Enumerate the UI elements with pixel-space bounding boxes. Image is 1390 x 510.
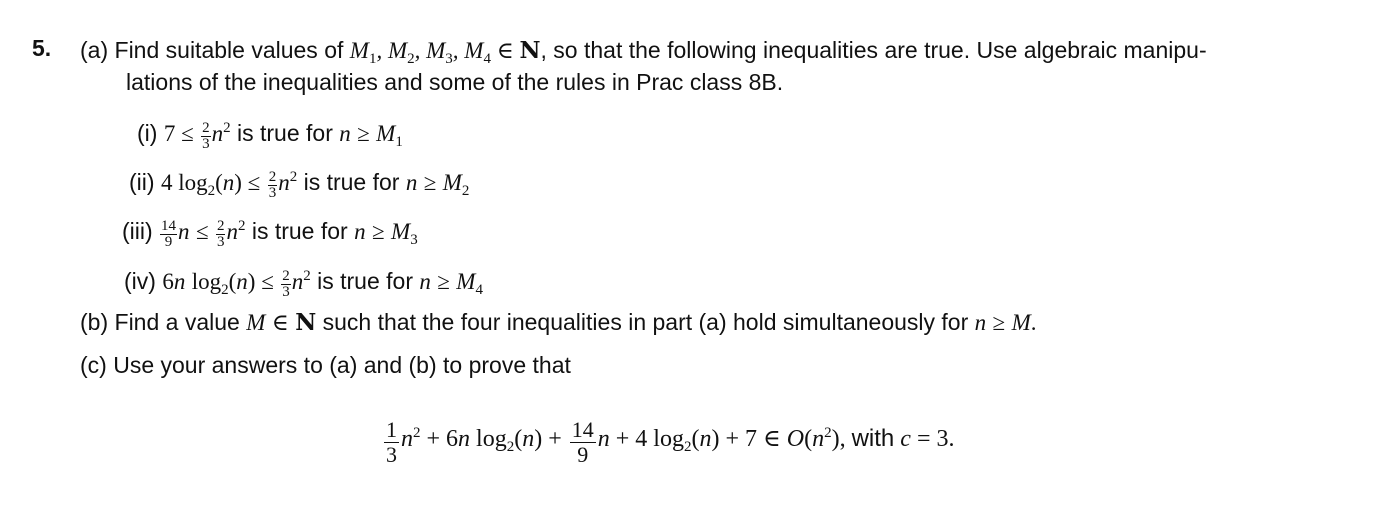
part-c	[80, 350, 571, 380]
fraction-2-3: $\frac{2}{3}$	[268, 169, 277, 201]
part-b-text1: Find a value	[114, 309, 240, 335]
with-text: with	[851, 425, 895, 452]
fraction-14-9: $\frac{14}{9}$	[161, 218, 177, 250]
item-i: (i) 7 ≤ $\frac{2}{3}$ $n^2$ is true for $n \ge M_1$	[137, 120, 403, 152]
part-b-text2: such that the four inequalities in part (a) hold simultaneously for	[322, 309, 969, 335]
part-a-intro: Find suitable values of	[114, 37, 344, 63]
part-b: (b) Find a value M ∈ N such that the four inequalities in part (a) hold simultaneously for n ≥ M.	[80, 309, 1037, 336]
part-a-tail: , so that the following inequalities are true. Use algebraic manipu-	[540, 37, 1207, 63]
fraction-2-3: $\frac{2}{3}$	[282, 268, 290, 300]
part-a-label: (a)	[80, 37, 109, 63]
question-number: 5.	[32, 35, 52, 61]
item-iv-label: (iv)	[124, 268, 156, 294]
item-i-text: is true for	[236, 120, 333, 146]
fraction-1-3: $\frac{1}{3}$	[386, 417, 397, 467]
item-ii: (ii) 4 $\log_2(n)$ ≤ $\frac{2}{3}$ $n^2$ is true for $n \ge M_2$	[129, 169, 470, 201]
item-ii-label: (ii)	[129, 169, 155, 195]
part-b-label: (b)	[80, 309, 109, 335]
display-equation: $\frac{1}{3}$ $n^2 + 6n$ $\log_2(n)$ + $\frac{14}{9}$ n + 4 $\log_2(n) + 7$ ∈ $O(n^2)$, with c = 3.	[386, 417, 955, 467]
part-c-label: (c)	[80, 352, 107, 378]
part-a-math-M: $M_1$, $M_2$, $M_3$, $M_4$ ∈ N	[349, 37, 541, 67]
item-iii-label: (iii)	[122, 218, 153, 244]
item-iv: (iv) 6n $\log_2(n)$ ≤ $\frac{2}{3}$ $n^2$ is true for $n \ge M_4$	[124, 268, 483, 300]
fraction-2-3: $\frac{2}{3}$	[202, 120, 210, 152]
item-iv-text: is true for	[317, 268, 413, 294]
part-c-text: Use your answers to (a) and (b) to prove that	[113, 352, 571, 378]
fraction-14-9-large: $\frac{14}{9}$	[571, 417, 594, 467]
part-a-line2: lations of the inequalities and some of the rules in Prac class 8B.	[126, 69, 784, 95]
item-iii: (iii) $\frac{14}{9}$ n ≤ $\frac{2}{3}$ $n^2$ is true for $n \ge M_3$	[122, 218, 418, 250]
fraction-2-3: $\frac{2}{3}$	[216, 218, 225, 250]
item-i-label: (i)	[137, 120, 158, 146]
item-iii-text: is true for	[251, 218, 348, 244]
item-ii-text: is true for	[303, 169, 400, 195]
